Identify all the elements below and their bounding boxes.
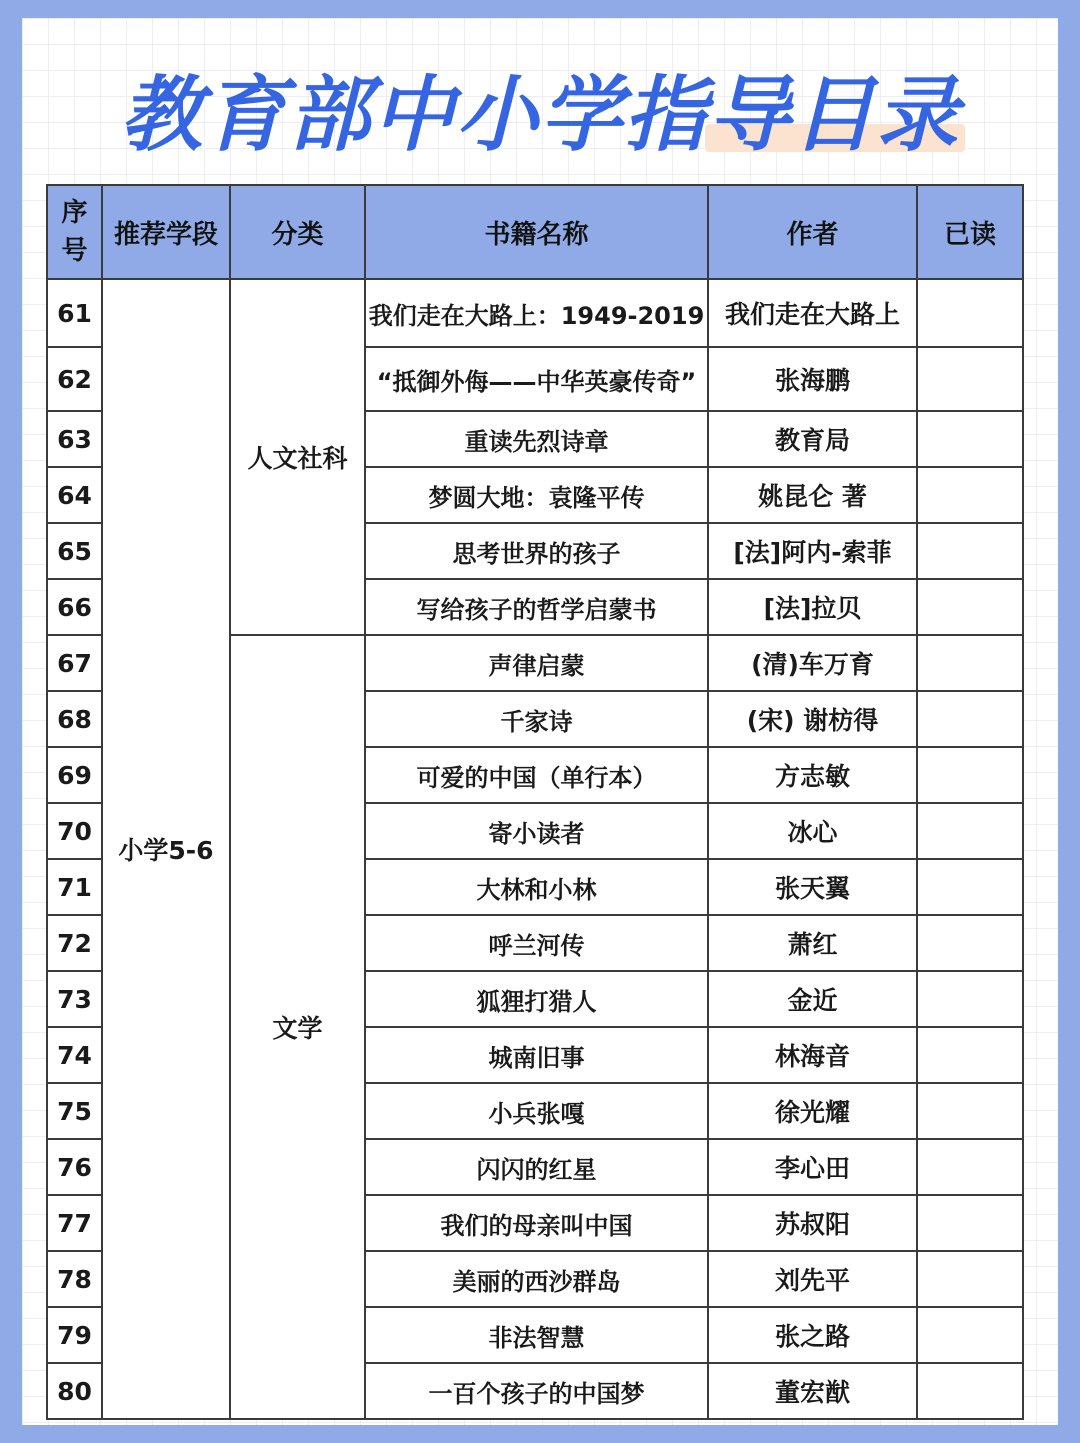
book-title-cell: 梦圆大地：袁隆平传 xyxy=(365,467,708,523)
author-cell: [法]拉贝 xyxy=(708,579,917,635)
book-title-cell: 声律启蒙 xyxy=(365,635,708,691)
author-cell: 金近 xyxy=(708,971,917,1027)
read-checkbox-cell[interactable] xyxy=(917,859,1023,915)
book-list-table xyxy=(46,184,1024,1420)
book-title-cell: 写给孩子的哲学启蒙书 xyxy=(365,579,708,635)
table-row xyxy=(47,279,1023,347)
read-checkbox-cell[interactable] xyxy=(917,1307,1023,1363)
read-checkbox-cell[interactable] xyxy=(917,1083,1023,1139)
read-checkbox-cell[interactable] xyxy=(917,635,1023,691)
stage-cell: 小学5-6 xyxy=(102,279,230,1419)
row-number: 77 xyxy=(47,1195,102,1251)
row-number: 75 xyxy=(47,1083,102,1139)
book-title-cell: 小兵张嘎 xyxy=(365,1083,708,1139)
read-checkbox-cell[interactable] xyxy=(917,971,1023,1027)
author-cell: 徐光耀 xyxy=(708,1083,917,1139)
book-title-cell: 大林和小林 xyxy=(365,859,708,915)
row-number: 70 xyxy=(47,803,102,859)
row-number: 67 xyxy=(47,635,102,691)
header-read: 已读 xyxy=(917,185,1023,279)
read-checkbox-cell[interactable] xyxy=(917,803,1023,859)
author-cell: 董宏猷 xyxy=(708,1363,917,1419)
row-number: 73 xyxy=(47,971,102,1027)
book-title-cell: 非法智慧 xyxy=(365,1307,708,1363)
read-checkbox-cell[interactable] xyxy=(917,1251,1023,1307)
book-title-cell: 闪闪的红星 xyxy=(365,1139,708,1195)
author-cell: (宋) 谢枋得 xyxy=(708,691,917,747)
author-cell: 方志敏 xyxy=(708,747,917,803)
header-seq xyxy=(47,185,102,279)
author-cell: 李心田 xyxy=(708,1139,917,1195)
table-header-row xyxy=(47,185,1023,279)
read-checkbox-cell[interactable] xyxy=(917,691,1023,747)
book-title-cell: 可爱的中国（单行本） xyxy=(365,747,708,803)
row-number: 64 xyxy=(47,467,102,523)
row-number: 74 xyxy=(47,1027,102,1083)
page-title: 教育部中小学指导目录 xyxy=(120,68,960,163)
read-checkbox-cell[interactable] xyxy=(917,467,1023,523)
author-cell: [法]阿内-索菲 xyxy=(708,523,917,579)
header-seq-bottom: 号 xyxy=(61,236,88,266)
author-cell: 林海音 xyxy=(708,1027,917,1083)
author-cell: 张之路 xyxy=(708,1307,917,1363)
book-title-cell: 我们走在大路上：1949-2019 xyxy=(365,279,708,347)
author-cell: 张海鹏 xyxy=(708,347,917,411)
row-number: 66 xyxy=(47,579,102,635)
header-category: 分类 xyxy=(230,185,365,279)
row-number: 76 xyxy=(47,1139,102,1195)
book-title-cell: 狐狸打猎人 xyxy=(365,971,708,1027)
row-number: 68 xyxy=(47,691,102,747)
book-title-cell: 寄小读者 xyxy=(365,803,708,859)
read-checkbox-cell[interactable] xyxy=(917,279,1023,347)
book-title-cell: 美丽的西沙群岛 xyxy=(365,1251,708,1307)
book-title-cell: “抵御外侮——中华英豪传奇” xyxy=(365,347,708,411)
row-number: 72 xyxy=(47,915,102,971)
row-number: 71 xyxy=(47,859,102,915)
row-number: 63 xyxy=(47,411,102,467)
book-title-cell: 城南旧事 xyxy=(365,1027,708,1083)
row-number: 80 xyxy=(47,1363,102,1419)
read-checkbox-cell[interactable] xyxy=(917,1195,1023,1251)
table-body xyxy=(47,279,1023,1419)
row-number: 61 xyxy=(47,279,102,347)
book-title-cell: 思考世界的孩子 xyxy=(365,523,708,579)
row-number: 65 xyxy=(47,523,102,579)
row-number: 79 xyxy=(47,1307,102,1363)
read-checkbox-cell[interactable] xyxy=(917,579,1023,635)
book-title-cell: 我们的母亲叫中国 xyxy=(365,1195,708,1251)
row-number: 69 xyxy=(47,747,102,803)
category-cell: 人文社科 xyxy=(230,279,365,635)
header-seq-top: 序 xyxy=(61,198,88,228)
author-cell: 姚昆仑 著 xyxy=(708,467,917,523)
read-checkbox-cell[interactable] xyxy=(917,411,1023,467)
row-number: 62 xyxy=(47,347,102,411)
author-cell: 我们走在大路上 xyxy=(708,279,917,347)
row-number: 78 xyxy=(47,1251,102,1307)
category-cell: 文学 xyxy=(230,635,365,1419)
read-checkbox-cell[interactable] xyxy=(917,523,1023,579)
author-cell: 冰心 xyxy=(708,803,917,859)
author-cell: (清)车万育 xyxy=(708,635,917,691)
read-checkbox-cell[interactable] xyxy=(917,1363,1023,1419)
book-title-cell: 千家诗 xyxy=(365,691,708,747)
header-book: 书籍名称 xyxy=(365,185,708,279)
book-title-cell: 重读先烈诗章 xyxy=(365,411,708,467)
read-checkbox-cell[interactable] xyxy=(917,1139,1023,1195)
read-checkbox-cell[interactable] xyxy=(917,915,1023,971)
book-title-cell: 呼兰河传 xyxy=(365,915,708,971)
book-title-cell: 一百个孩子的中国梦 xyxy=(365,1363,708,1419)
author-cell: 教育局 xyxy=(708,411,917,467)
read-checkbox-cell[interactable] xyxy=(917,747,1023,803)
author-cell: 张天翼 xyxy=(708,859,917,915)
read-checkbox-cell[interactable] xyxy=(917,1027,1023,1083)
author-cell: 萧红 xyxy=(708,915,917,971)
author-cell: 苏叔阳 xyxy=(708,1195,917,1251)
read-checkbox-cell[interactable] xyxy=(917,347,1023,411)
author-cell: 刘先平 xyxy=(708,1251,917,1307)
header-author: 作者 xyxy=(708,185,917,279)
header-stage: 推荐学段 xyxy=(102,185,230,279)
